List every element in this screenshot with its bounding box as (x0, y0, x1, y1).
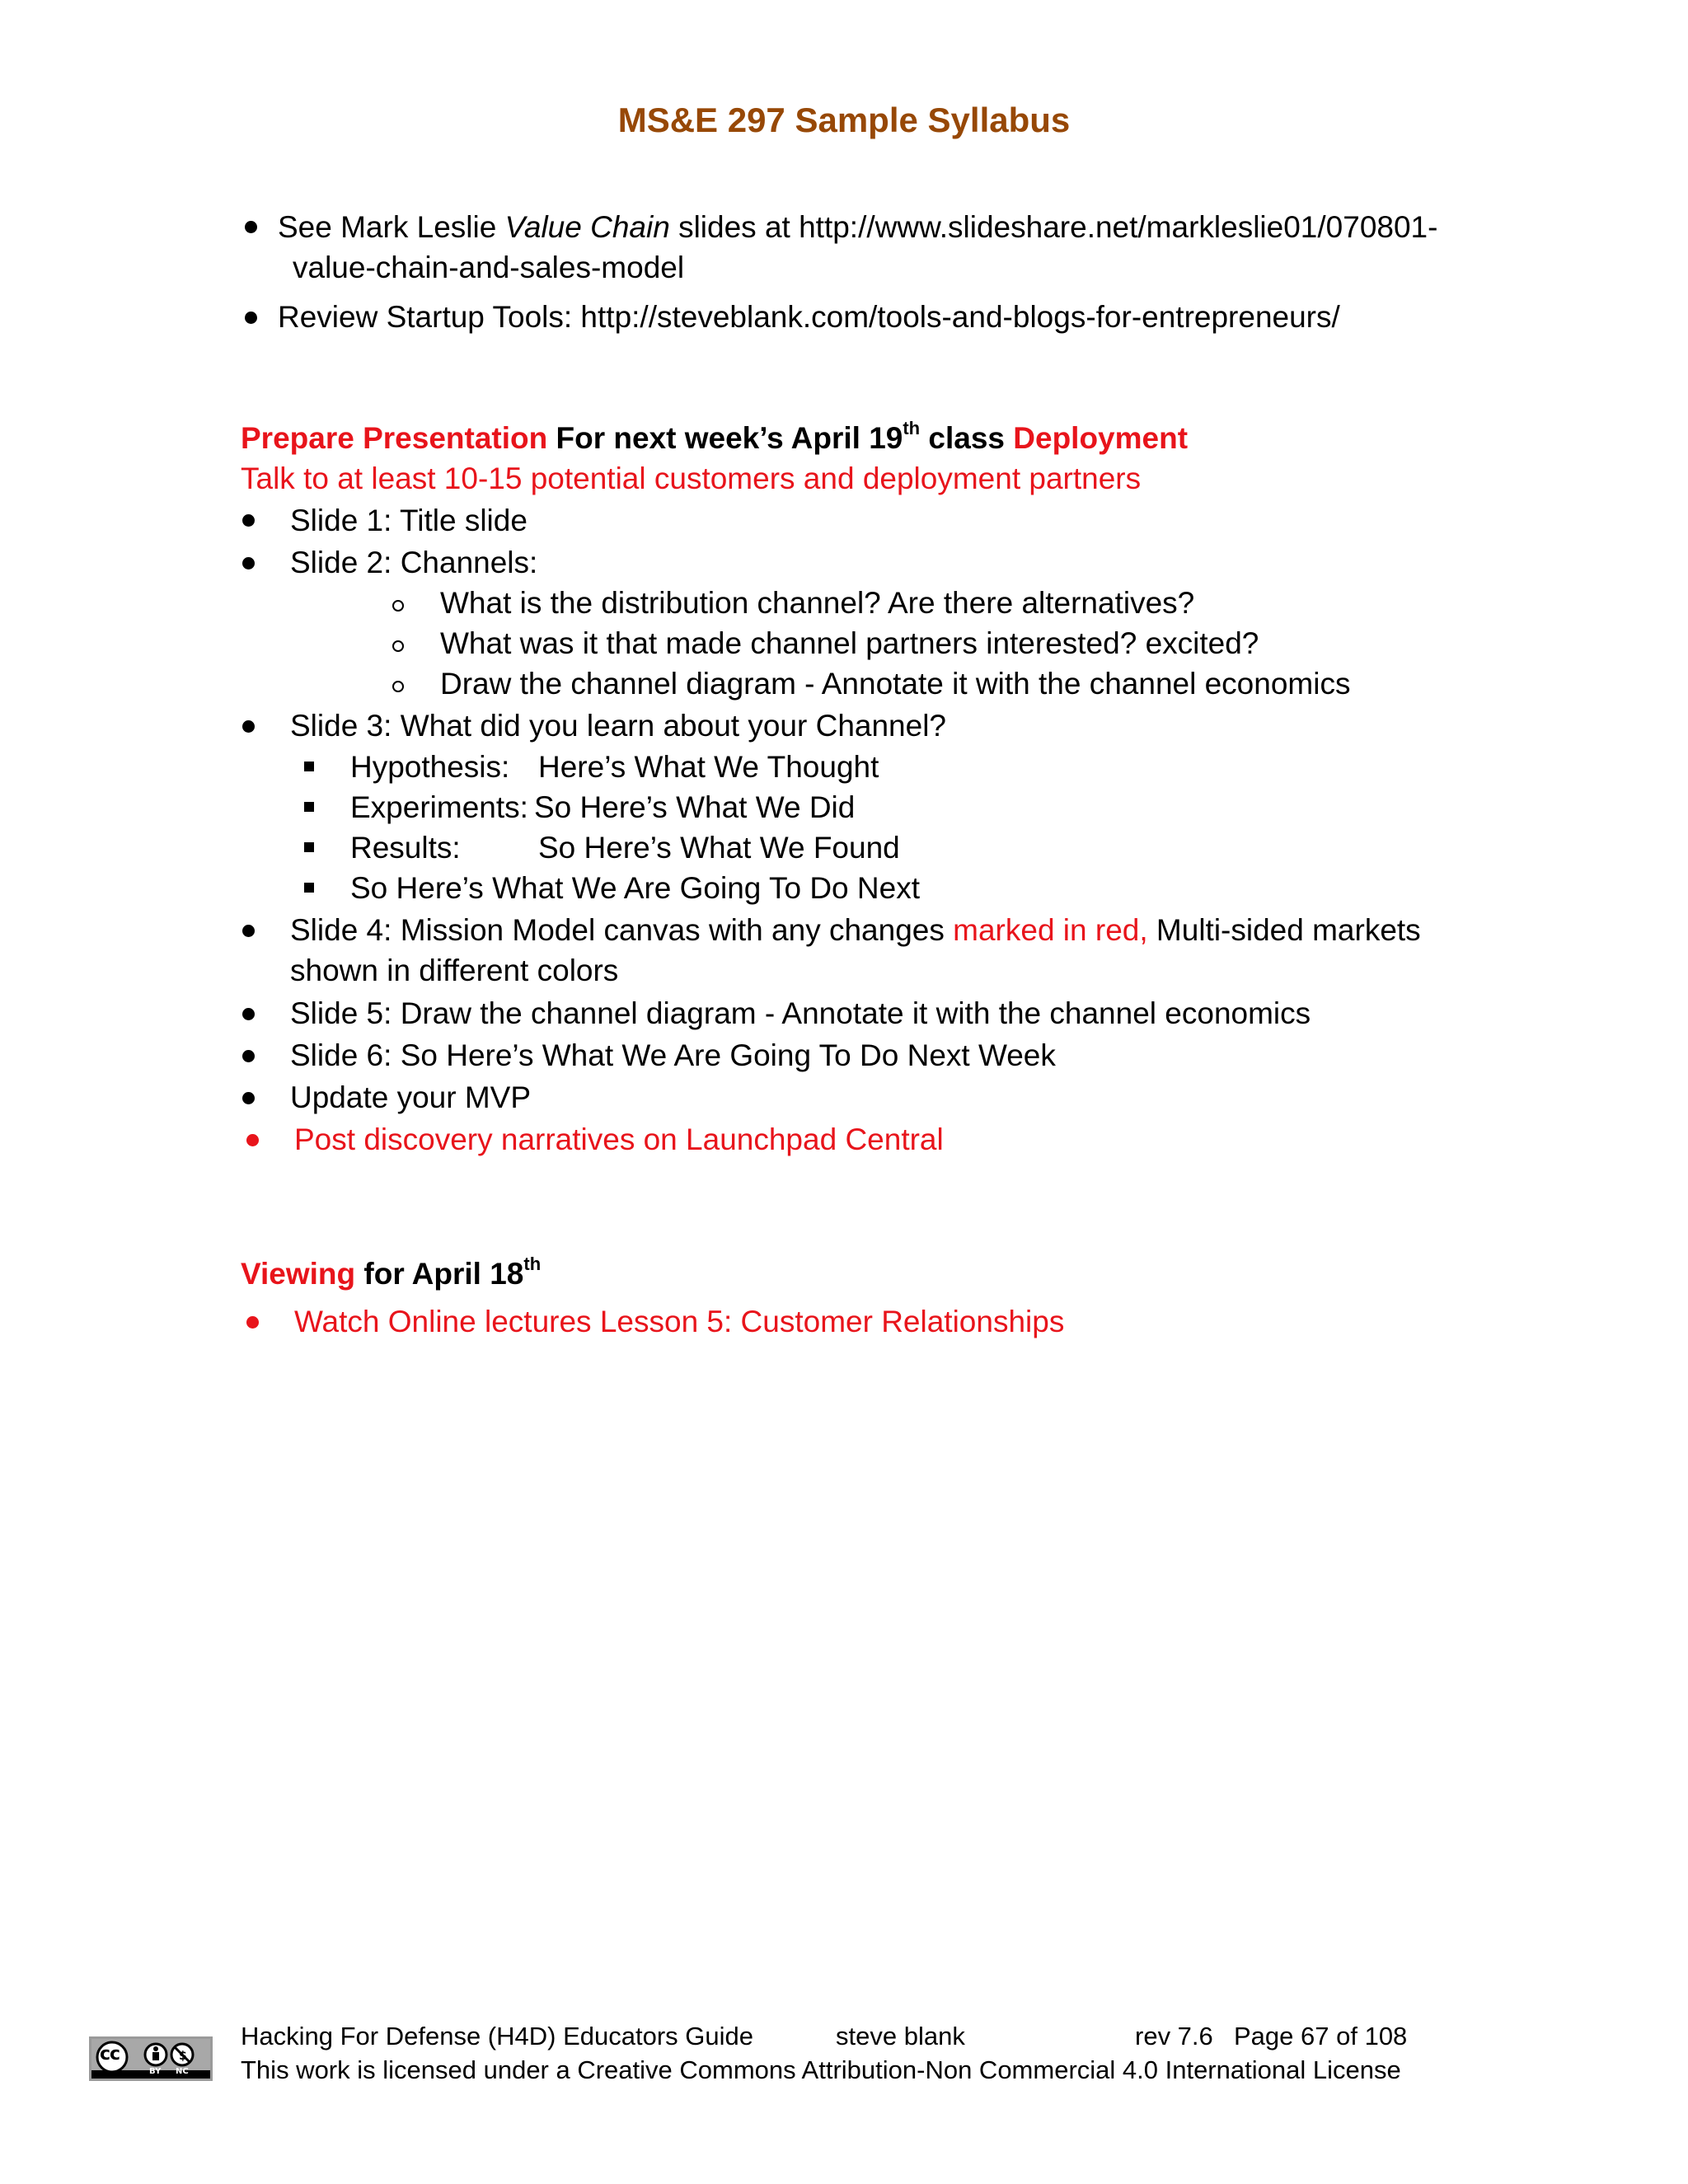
viewing-superscript: th (523, 1253, 542, 1274)
bullet-icon (242, 925, 255, 937)
viewing-red-text: Viewing (241, 1257, 356, 1291)
bullet-icon (242, 1050, 255, 1062)
bullet-icon (242, 1092, 255, 1104)
reading-item-startup-tools: Review Startup Tools: http://steveblank.com/tools-and-blogs-for-entrepreneurs/ (278, 300, 1340, 334)
slide-4-text: Multi-sided markets (1147, 913, 1421, 947)
slide-2-sub-item: Draw the channel diagram - Annotate it with the channel economics (440, 667, 1351, 701)
heading-red-text: Prepare Presentation (241, 421, 548, 455)
reading-link-text: slides at http://www.slideshare.net/markleslie01/070801- (669, 210, 1438, 244)
footer-guide: Hacking For Defense (H4D) Educators Guide (241, 2022, 753, 2050)
bullet-icon (242, 720, 255, 733)
footer-rev: rev 7.6 (1135, 2022, 1213, 2050)
footer-author: steve blank (836, 2022, 965, 2050)
square-bullet-icon (304, 842, 314, 852)
bullet-icon (246, 1134, 259, 1146)
slide-3-item: Slide 3: What did you learn about your Channel? (290, 709, 947, 743)
bullet-icon (245, 312, 257, 324)
post-discovery-item: Post discovery narratives on Launchpad Central (294, 1122, 944, 1156)
slide-3-value: So Here’s What We Did (534, 790, 856, 824)
slide-5-item: Slide 5: Draw the channel diagram - Annotate it with the channel economics (290, 996, 1311, 1030)
viewing-text: for April 18 (355, 1257, 524, 1291)
slide-4-red-text: marked in red, (953, 913, 1148, 947)
slide-4-wrap: shown in different colors (290, 954, 619, 987)
slide-2-sub-item: What is the distribution channel? Are there alternatives? (440, 586, 1195, 620)
circle-bullet-icon (392, 600, 404, 612)
slide-6-item: Slide 6: So Here’s What We Are Going To Do Next Week (290, 1038, 1056, 1072)
heading-text: For next week’s April 19 (547, 421, 903, 455)
presentation-heading (241, 418, 1188, 459)
slide-2-item: Slide 2: Channels: (290, 546, 538, 579)
slide-3-label: Hypothesis: (350, 750, 510, 784)
slide-3-label: Results: (350, 831, 461, 865)
heading-superscript: th (903, 417, 921, 438)
viewing-heading (241, 1254, 541, 1295)
slide-3-value: So Here’s What We Are Going To Do Next (350, 871, 920, 905)
bullet-icon (242, 557, 255, 569)
footer-license: This work is licensed under a Creative Commons Attribution-Non Commercial 4.0 International License (241, 2055, 1401, 2084)
circle-bullet-icon (392, 681, 404, 692)
slide-1-item: Slide 1: Title slide (290, 504, 528, 537)
bullet-icon (242, 1008, 255, 1020)
viewing-item: Watch Online lectures Lesson 5: Customer Relationships (294, 1305, 1065, 1338)
bullet-icon (246, 1316, 259, 1329)
reading-item-wrap: value-chain-and-sales-model (293, 251, 685, 284)
slide-4-text: Slide 4: Mission Model canvas with any changes (290, 913, 954, 947)
slide-4-item (290, 910, 1421, 951)
slide-2-sub-item: What was it that made channel partners interested? excited? (440, 626, 1259, 660)
slide-3-value: Here’s What We Thought (538, 750, 879, 784)
nc-label: NC (176, 2067, 189, 2076)
reading-text: See Mark Leslie (278, 210, 505, 244)
bullet-icon (245, 221, 257, 233)
reading-italic-text: Value Chain (504, 210, 670, 244)
presentation-subheading: Talk to at least 10-15 potential customers and deployment partners (241, 462, 1142, 495)
cc-label: cc (100, 2044, 120, 2064)
circle-bullet-icon (392, 640, 404, 652)
slide-3-value: So Here’s What We Found (538, 831, 900, 865)
bullet-icon (242, 514, 255, 527)
mvp-item: Update your MVP (290, 1080, 532, 1114)
creative-commons-badge (89, 2036, 213, 2081)
svg-text:$: $ (179, 2050, 187, 2063)
footer-page-number: Page 67 of 108 (1234, 2022, 1408, 2050)
square-bullet-icon (304, 762, 314, 771)
slide-3-label: Experiments: (350, 790, 528, 824)
square-bullet-icon (304, 883, 314, 893)
page-title: MS&E 297 Sample Syllabus (617, 101, 1071, 139)
square-bullet-icon (304, 802, 314, 812)
heading-text: class (920, 421, 1014, 455)
heading-red-text: Deployment (1013, 421, 1189, 455)
reading-item-value-chain (278, 207, 1437, 248)
by-label: BY (149, 2067, 162, 2076)
